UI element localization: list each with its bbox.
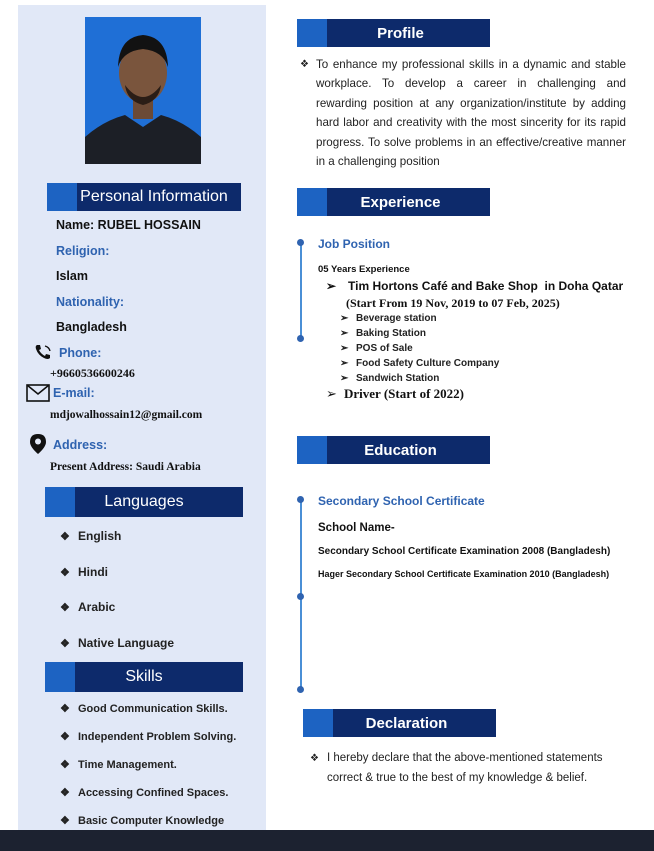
- email-label: E-mail:: [53, 386, 95, 400]
- driver-line: ➢ Driver (Start of 2022): [326, 386, 464, 402]
- duty-item: ➢ Food Safety Culture Company: [340, 358, 500, 369]
- declaration-line-2: correct & true to the best of my knowledge & belief.: [327, 772, 588, 784]
- personal-info-header: Personal Information: [47, 183, 241, 211]
- declaration-line-1: ❖ I hereby declare that the above-mentioned statements: [310, 752, 603, 764]
- timeline-dot: [297, 686, 304, 693]
- timeline-dot: [297, 335, 304, 342]
- timeline-dot: [297, 239, 304, 246]
- skills-header: Skills: [45, 662, 243, 692]
- declaration-header: Declaration: [303, 709, 496, 737]
- experience-timeline: [300, 243, 302, 338]
- skill-item: ❖ Time Management.: [60, 759, 177, 771]
- duty-item: ➢ Beverage station: [340, 313, 437, 324]
- nationality-value: Bangladesh: [56, 320, 127, 334]
- phone-value: +9660536600246: [50, 366, 135, 380]
- skill-item: ❖ Independent Problem Solving.: [60, 731, 237, 743]
- skill-item: ❖ Basic Computer Knowledge: [60, 815, 225, 827]
- education-line-1: Secondary School Certificate Examination 2008 (Bangladesh): [318, 546, 611, 557]
- name-line: Name: RUBEL HOSSAIN: [56, 218, 201, 232]
- email-icon: [26, 383, 50, 408]
- duty-item: ➢ POS of Sale: [340, 343, 413, 354]
- profile-photo: [85, 17, 201, 164]
- duty-item: ➢ Sandwich Station: [340, 373, 440, 384]
- company-line: ➢ Tim Hortons Café and Bake Shop in Doha Qatar: [326, 279, 624, 293]
- timeline-dot: [297, 593, 304, 600]
- job-position-title: Job Position: [318, 237, 390, 251]
- address-label: Address:: [53, 438, 108, 452]
- email-value: mdjowalhossain12@gmail.com: [50, 409, 203, 421]
- phone-label: Phone:: [59, 346, 102, 360]
- language-item: ❖ Native Language: [60, 636, 175, 650]
- bottom-bar: [0, 830, 654, 851]
- experience-header: Experience: [297, 188, 490, 216]
- years-experience: 05 Years Experience: [318, 264, 410, 275]
- education-header: Education: [297, 436, 490, 464]
- religion-value: Islam: [56, 269, 88, 283]
- religion-label: Religion:: [56, 244, 110, 258]
- skill-item: ❖ Good Communication Skills.: [60, 703, 228, 715]
- phone-icon: [34, 344, 52, 365]
- nationality-label: Nationality:: [56, 295, 125, 309]
- languages-header: Languages: [45, 487, 243, 517]
- profile-summary: ❖ To enhance my professional skills in a dynamic and stable workplace. To develop a career in challenging and rewarding position at any organization/institute by adding hard labor and creativity with the most sincerity for its rapid progress. To solve problems in an effective/creative manner in a challenging position: [300, 58, 626, 169]
- education-line-2: Hager Secondary School Certificate Examination 2010 (Bangladesh): [318, 569, 610, 579]
- location-pin-icon: [30, 434, 46, 459]
- employment-period: (Start From 19 Nov, 2019 to 07 Feb, 2025): [346, 296, 560, 310]
- education-title: Secondary School Certificate: [318, 494, 485, 508]
- language-item: ❖ Hindi: [60, 565, 108, 579]
- timeline-dot: [297, 496, 304, 503]
- skill-item: ❖ Accessing Confined Spaces.: [60, 787, 229, 799]
- profile-header: Profile: [297, 19, 490, 47]
- language-item: ❖ Arabic: [60, 600, 116, 614]
- address-value: Present Address: Saudi Arabia: [50, 461, 201, 473]
- language-item: ❖ English: [60, 529, 122, 543]
- school-name-label: School Name-: [318, 522, 395, 534]
- duty-item: ➢ Baking Station: [340, 328, 427, 339]
